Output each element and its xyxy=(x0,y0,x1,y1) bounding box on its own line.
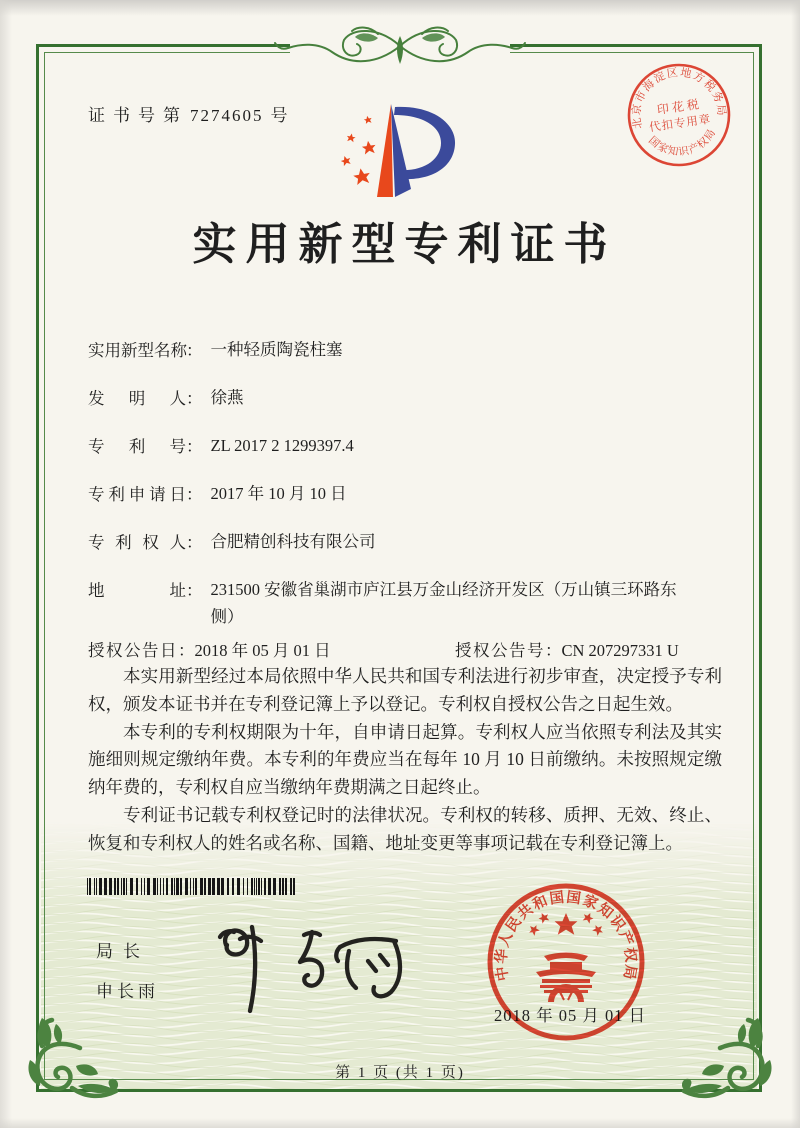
legal-paragraphs xyxy=(88,663,722,858)
certificate-number-prefix: 证书号第 xyxy=(88,106,188,125)
grant-number-label: 授权公告号 xyxy=(455,641,545,660)
office-seal-ring-text: 中华人民共和国国家知识产权局 xyxy=(493,889,639,982)
field-colon: ： xyxy=(186,485,203,504)
page-number: 第 1 页 (共 1 页) xyxy=(335,1065,465,1081)
paper-edge xyxy=(791,0,800,1128)
seal-date: 2018 年 05 月 01 日 xyxy=(494,1006,647,1025)
paper-edge xyxy=(0,0,12,1128)
tax-seal-ring-top: 北京市海淀区地方税务局 xyxy=(630,66,728,130)
cnipa-logo-icon xyxy=(338,101,462,203)
field-row-filing-date xyxy=(88,481,347,508)
stamp-tax-seal xyxy=(617,53,741,177)
field-label: 地址 xyxy=(88,581,186,600)
officer-name: 申长雨 xyxy=(96,982,159,1001)
tax-seal-center-line1: 印 花 税 xyxy=(656,97,700,117)
grant-date-value: 2018 年 05 月 01 日 xyxy=(194,641,331,660)
tax-seal-ring-bottom: 国家知识产权局 xyxy=(646,127,719,159)
field-colon: ： xyxy=(186,341,203,360)
certificate-title: 实用新型专利证书 xyxy=(192,220,617,269)
field-colon: ： xyxy=(545,641,562,660)
field-colon: ： xyxy=(178,641,195,660)
field-colon: ： xyxy=(186,581,203,600)
paragraph-grant-statement: 本实用新型经过本局依照中华人民共和国专利法进行初步审查，决定授予专利权，颁发本证书并在专利登记簿上予以登记。专利权自授权公告之日起生效。 xyxy=(88,666,722,714)
field-label: 专利申请日 xyxy=(88,485,186,504)
certificate-number: 7274605 xyxy=(190,106,264,125)
field-colon: ： xyxy=(186,389,203,408)
field-value: 一种轻质陶瓷柱塞 xyxy=(210,340,343,359)
field-label: 专利权人 xyxy=(88,533,186,552)
field-value: 2017 年 10 月 10 日 xyxy=(210,484,347,503)
field-colon: ： xyxy=(186,533,203,552)
field-value: ZL 2017 2 1299397.4 xyxy=(210,436,354,455)
paper-edge xyxy=(0,1118,800,1128)
field-row-address xyxy=(88,577,683,630)
certificate-number-line xyxy=(88,101,288,126)
field-value: 231500 安徽省巢湖市庐江县万金山经济开发区（万山镇三环路东侧） xyxy=(210,580,677,626)
field-value: 合肥精创科技有限公司 xyxy=(210,532,376,551)
grant-date-row xyxy=(88,637,331,661)
field-row-utility-model-name xyxy=(88,337,343,364)
field-label: 发明人 xyxy=(88,389,186,408)
cnipa-official-seal xyxy=(484,880,648,1044)
field-row-inventor xyxy=(88,385,244,412)
field-label: 实用新型名称 xyxy=(88,341,187,360)
paragraph-register-statement: 专利证书记载专利权登记时的法律状况。专利权的转移、质押、无效、终止、恢复和专利权人的姓名或名称、国籍、地址变更等事项记载在专利登记簿上。 xyxy=(88,804,722,853)
national-emblem-icon xyxy=(526,911,605,1002)
top-flourish-ornament xyxy=(272,22,528,72)
field-label: 专利号 xyxy=(88,437,186,456)
tax-seal-center-line2: 代扣专用章 xyxy=(648,113,713,135)
grant-number-row xyxy=(455,637,679,661)
field-row-patentee xyxy=(88,529,376,556)
field-row-patent-number xyxy=(88,433,354,460)
grant-date-label: 授权公告日 xyxy=(88,641,178,660)
signature-autograph-icon xyxy=(212,901,427,1019)
grant-number-value: CN 207297331 U xyxy=(561,641,679,660)
paragraph-term-and-fees: 本专利的专利权期限为十年，自申请日起算。专利权人应当依照专利法及其实施细则规定缴纳年费。本专利的年费应当在每年 10 月 10 日前缴纳。未按照规定缴纳年费的，专利权自应当缴纳年费期满之日起终止。 xyxy=(88,721,722,798)
field-colon: ： xyxy=(186,437,203,456)
paper-edge xyxy=(0,0,800,16)
certificate-number-suffix: 号 xyxy=(270,106,288,125)
field-value: 徐燕 xyxy=(210,388,244,407)
barcode-icon xyxy=(87,878,301,895)
officer-title: 局长 xyxy=(96,942,150,961)
